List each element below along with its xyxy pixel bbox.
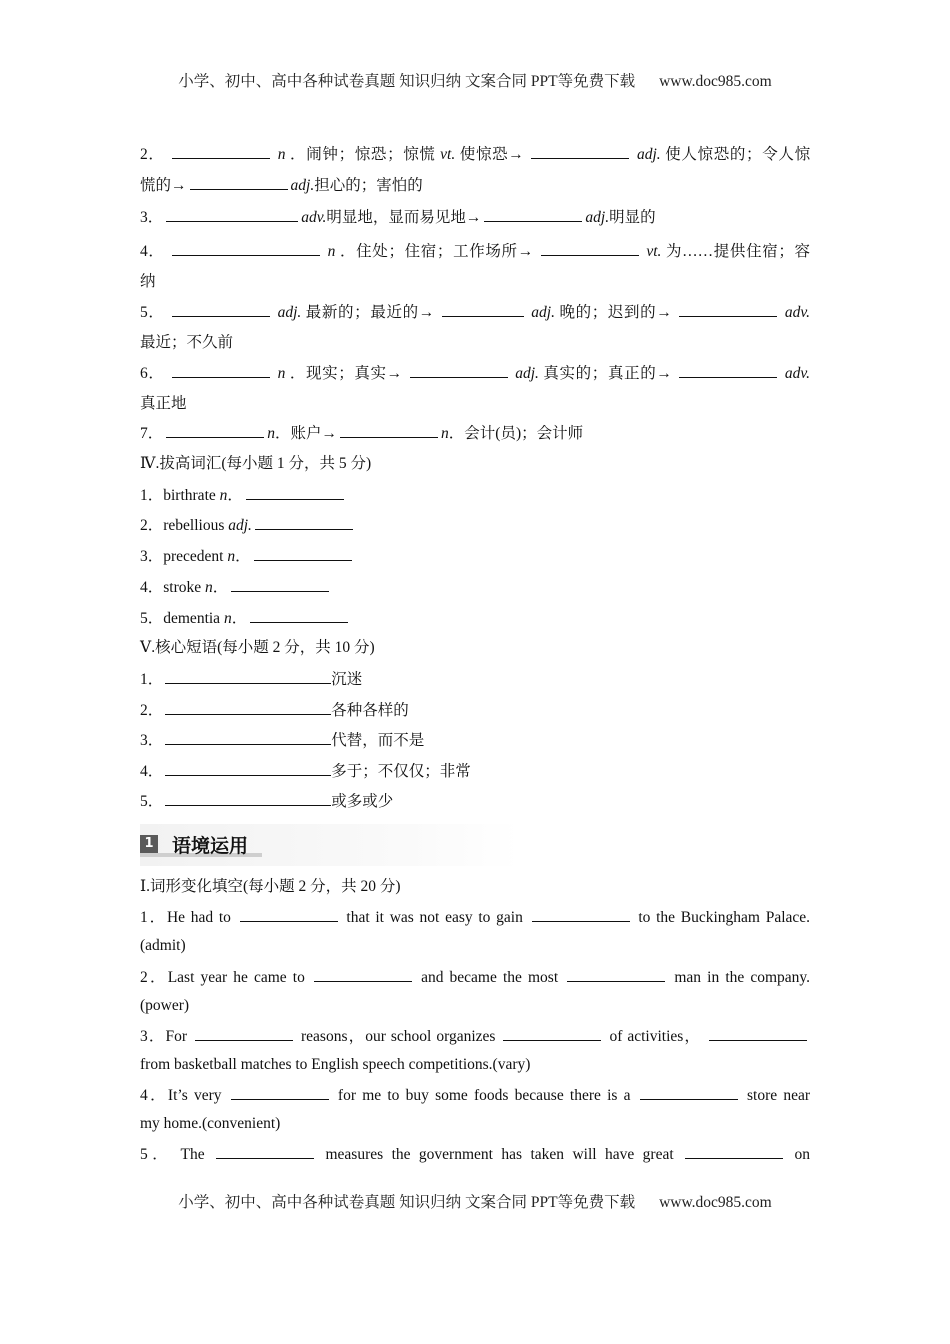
text-line xyxy=(140,791,810,812)
part-of-speech: vt. xyxy=(440,146,456,163)
answer-blank[interactable] xyxy=(685,1144,783,1159)
text-segment: ． xyxy=(212,579,229,596)
text-segment: 1．He had to xyxy=(140,909,231,926)
part-of-speech: adv. xyxy=(784,365,810,382)
answer-blank[interactable] xyxy=(165,700,331,715)
text-segment: 4．It’s very xyxy=(140,1087,222,1104)
text-segment: 纳 xyxy=(140,273,156,290)
section-title: 语境运用 xyxy=(172,835,249,857)
text-segment: for me to buy some foods because there is a xyxy=(337,1087,631,1104)
text-line xyxy=(140,761,810,782)
text-segment: Ⅰ.词形变化填空(每小题 2 分，共 20 分) xyxy=(140,878,401,895)
text-segment: 真实的；真正的→ xyxy=(543,365,672,382)
text-line xyxy=(140,1114,810,1134)
text-segment: 4． xyxy=(140,763,164,780)
answer-blank[interactable] xyxy=(503,1026,601,1041)
text-segment: 4． xyxy=(140,243,165,260)
answer-blank[interactable] xyxy=(165,730,331,745)
answer-blank[interactable] xyxy=(340,423,438,438)
text-line xyxy=(140,936,810,956)
answer-blank[interactable] xyxy=(442,302,524,317)
answer-blank[interactable] xyxy=(216,1144,314,1159)
answer-blank[interactable] xyxy=(314,967,412,982)
text-line xyxy=(140,515,810,536)
answer-blank[interactable] xyxy=(231,1085,329,1100)
part-of-speech: n xyxy=(223,610,232,627)
text-segment: measures the government has taken will have great xyxy=(325,1146,674,1163)
text-segment: 代替，而不是 xyxy=(331,732,425,749)
text-segment: reasons，our school organizes xyxy=(301,1028,496,1045)
header-text: 小学、初中、高中各种试卷真题 知识归纳 文案合同 PPT等免费下载 xyxy=(178,73,636,90)
text-segment: and became the most xyxy=(421,969,559,986)
part-of-speech: vt. xyxy=(646,243,662,260)
answer-blank[interactable] xyxy=(531,144,629,159)
part-of-speech: adj. xyxy=(290,177,315,194)
text-segment: 明显地，显而易见地→ xyxy=(326,209,482,226)
answer-blank[interactable] xyxy=(532,907,630,922)
answer-blank[interactable] xyxy=(240,907,338,922)
answer-blank[interactable] xyxy=(190,175,288,190)
text-line xyxy=(140,700,810,721)
text-segment: 使惊恐→ xyxy=(459,146,524,163)
text-segment: 1． xyxy=(140,671,164,688)
text-segment: from basketball matches to English speech competitions.(vary) xyxy=(140,1056,531,1073)
text-segment: 担心的；害怕的 xyxy=(314,177,423,194)
text-line xyxy=(140,363,810,383)
text-segment: that it was not easy to gain xyxy=(346,909,523,926)
text-segment: on xyxy=(794,1146,810,1163)
part-of-speech: adv. xyxy=(784,304,810,321)
text-segment: ． xyxy=(235,548,251,565)
text-segment: 最近；不久前 xyxy=(140,334,234,351)
answer-blank[interactable] xyxy=(231,577,329,592)
text-line xyxy=(140,608,810,629)
text-segment: ．会计(员)；会计师 xyxy=(448,425,584,442)
text-segment: 或多或少 xyxy=(331,793,394,810)
text-segment: ．闹钟；惊恐；惊慌 xyxy=(290,146,441,163)
text-segment: 2． xyxy=(140,146,165,163)
part-of-speech: n xyxy=(227,548,236,565)
text-line xyxy=(140,394,810,414)
text-segment: 最新的；最近的→ xyxy=(305,304,435,321)
text-segment: 使人惊恐的；令人惊 xyxy=(665,146,810,163)
text-segment: Ⅴ.核心短语(每小题 2 分，共 10 分) xyxy=(140,639,375,656)
text-segment: ．现实；真实→ xyxy=(289,365,403,382)
text-segment: 5． xyxy=(140,793,164,810)
text-line xyxy=(140,577,810,598)
page-header xyxy=(0,69,950,91)
text-line xyxy=(140,730,810,751)
part-of-speech: n xyxy=(441,425,449,442)
section-number-icon: 1 xyxy=(140,835,158,853)
answer-blank[interactable] xyxy=(172,241,320,256)
text-segment: 5． The xyxy=(140,1146,205,1163)
part-of-speech: adj. xyxy=(515,365,539,382)
text-line xyxy=(140,423,810,444)
part-of-speech: adj. xyxy=(277,304,302,321)
text-line xyxy=(140,1144,810,1164)
text-segment: ． xyxy=(231,610,248,627)
text-line xyxy=(140,207,810,228)
part-of-speech: adj. xyxy=(585,209,610,226)
text-line xyxy=(140,302,810,322)
footer-site: www.doc985.com xyxy=(659,1194,772,1211)
part-of-speech: n xyxy=(277,146,286,163)
text-segment: man in the company. xyxy=(674,969,810,986)
answer-blank[interactable] xyxy=(165,791,331,806)
text-segment: 各种各样的 xyxy=(331,702,409,719)
answer-blank[interactable] xyxy=(166,207,298,222)
text-line xyxy=(140,1026,810,1046)
text-segment: 4．stroke xyxy=(140,579,206,596)
answer-blank[interactable] xyxy=(246,485,344,500)
text-segment: 晚的；迟到的→ xyxy=(559,304,672,321)
answer-blank[interactable] xyxy=(640,1085,738,1100)
text-line xyxy=(140,454,810,474)
text-segment: (power) xyxy=(140,997,190,1014)
text-segment: 3．For xyxy=(140,1028,188,1045)
text-line xyxy=(140,638,810,658)
header-site: www.doc985.com xyxy=(659,73,772,90)
footer-text: 小学、初中、高中各种试卷真题 知识归纳 文案合同 PPT等免费下载 xyxy=(178,1194,636,1211)
text-segment: 沉迷 xyxy=(331,671,363,688)
text-segment: ．账户→ xyxy=(275,425,338,442)
answer-blank[interactable] xyxy=(679,363,777,378)
text-line xyxy=(140,333,810,353)
text-segment: store near xyxy=(747,1087,810,1104)
answer-blank[interactable] xyxy=(567,967,665,982)
text-line xyxy=(140,996,810,1016)
text-segment: 慌的→ xyxy=(140,177,187,194)
text-segment: 5．dementia xyxy=(140,610,224,627)
answer-blank[interactable] xyxy=(709,1026,807,1041)
text-line xyxy=(140,877,810,897)
text-segment: 3． xyxy=(140,732,164,749)
text-line xyxy=(140,669,810,690)
part-of-speech: n xyxy=(267,425,276,442)
text-segment: of activities， xyxy=(609,1028,702,1045)
part-of-speech: adj. xyxy=(531,304,555,321)
text-line xyxy=(140,1085,810,1105)
answer-blank[interactable] xyxy=(679,302,777,317)
answer-blank[interactable] xyxy=(165,669,331,684)
text-line xyxy=(140,241,810,261)
text-segment: 5． xyxy=(140,304,165,321)
answer-blank[interactable] xyxy=(255,515,353,530)
part-of-speech: adv. xyxy=(301,209,327,226)
part-of-speech: n xyxy=(327,243,336,260)
page-footer xyxy=(0,1190,950,1212)
answer-blank[interactable] xyxy=(250,608,348,623)
answer-blank[interactable] xyxy=(165,761,331,776)
text-line xyxy=(140,1055,810,1075)
text-segment: 真正地 xyxy=(140,395,187,412)
text-segment: Ⅳ.拔高词汇(每小题 1 分，共 5 分) xyxy=(140,455,372,472)
text-segment: 2．Last year he came to xyxy=(140,969,305,986)
part-of-speech: adj. xyxy=(636,146,661,163)
text-line xyxy=(140,175,810,196)
answer-blank[interactable] xyxy=(541,241,639,256)
text-segment: 多于；不仅仅；非常 xyxy=(331,763,471,780)
answer-blank[interactable] xyxy=(172,144,270,159)
answer-blank[interactable] xyxy=(172,363,270,378)
text-segment: 2． xyxy=(140,702,164,719)
answer-blank[interactable] xyxy=(410,363,508,378)
text-segment: ． xyxy=(227,487,243,504)
text-segment: ．住处；住宿；工作场所→ xyxy=(339,243,534,260)
text-segment: 为……提供住宿；容 xyxy=(665,243,810,260)
part-of-speech: adj. xyxy=(228,517,252,534)
text-segment: 7． xyxy=(140,425,164,442)
text-line xyxy=(140,485,810,506)
text-segment: my home.(convenient) xyxy=(140,1115,281,1132)
part-of-speech: n xyxy=(277,365,286,382)
text-line xyxy=(140,144,810,164)
answer-blank[interactable] xyxy=(254,546,352,561)
text-segment: 6． xyxy=(140,365,165,382)
text-line xyxy=(140,967,810,987)
text-line xyxy=(140,546,810,567)
text-segment: 3．precedent xyxy=(140,548,228,565)
section-heading xyxy=(140,824,520,866)
text-line xyxy=(140,272,810,292)
answer-blank[interactable] xyxy=(484,207,582,222)
answer-blank[interactable] xyxy=(195,1026,293,1041)
answer-blank[interactable] xyxy=(172,302,270,317)
answer-blank[interactable] xyxy=(166,423,264,438)
text-segment: (admit) xyxy=(140,937,186,954)
part-of-speech: n xyxy=(205,579,213,596)
text-segment: 2．rebellious xyxy=(140,517,229,534)
part-of-speech: n xyxy=(219,487,228,504)
text-segment: 1．birthrate xyxy=(140,487,220,504)
text-segment: 明显的 xyxy=(609,209,656,226)
text-line xyxy=(140,907,810,927)
text-segment: 3． xyxy=(140,209,164,226)
text-segment: to the Buckingham Palace. xyxy=(638,909,810,926)
